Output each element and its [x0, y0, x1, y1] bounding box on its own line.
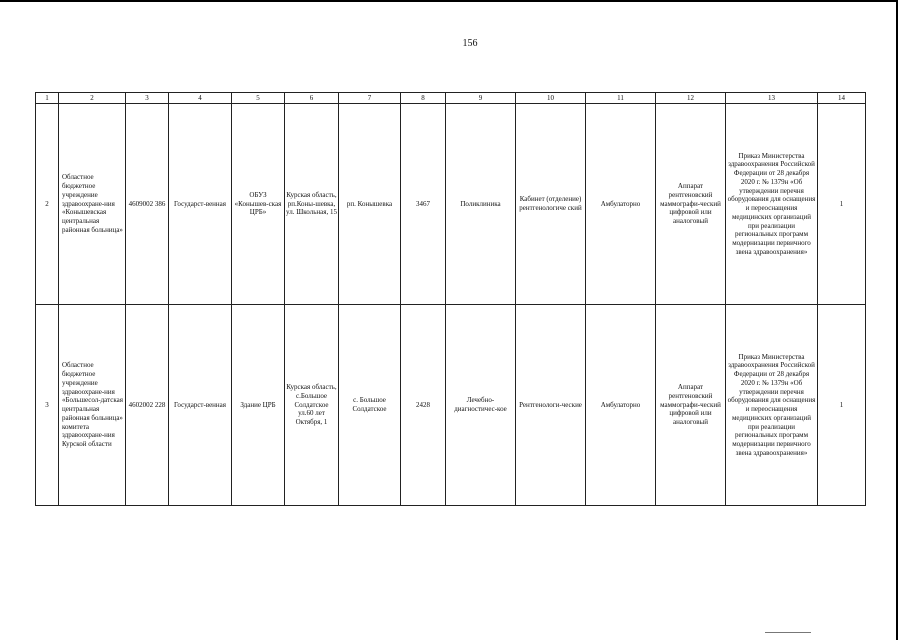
cell-organization: Областное бюджетное учреждение здравоохране-ния «Конышевская центральная районная больница» — [59, 104, 126, 305]
cell-address: Курская область, рп.Коны-шевка, ул. Школьная, 15 — [285, 104, 339, 305]
cell-regulation: Приказ Министерства здравоохранения Российской Федерации от 28 декабря 2020 г. № 1379н «Об утверждении перечня оборудования для оснащения и переоснащения медицинских организаций при реализации региональных программ модернизации первичного звена здравоохранения» — [726, 104, 818, 305]
cell-unit-type: Поликлиника — [446, 104, 516, 305]
cell-unit-type: Лечебно-диагностичес-кое — [446, 305, 516, 506]
cell-department: Кабинет (отделение) рентгенологиче ский — [516, 104, 586, 305]
cell-population: 3467 — [401, 104, 446, 305]
cell-settlement: рп. Конышевка — [339, 104, 401, 305]
page-frame-right — [896, 0, 898, 640]
cell-care-conditions: Амбулаторно — [586, 104, 656, 305]
cell-population: 2428 — [401, 305, 446, 506]
cell-settlement: с. Большое Солдатское — [339, 305, 401, 506]
column-header: 4 — [169, 93, 232, 104]
column-header: 3 — [126, 93, 169, 104]
column-header: 10 — [516, 93, 586, 104]
footer-line — [765, 632, 811, 633]
table-row — [36, 104, 866, 305]
column-header: 9 — [446, 93, 516, 104]
cell-organization: Областное бюджетное учреждение здравоохране-ния «Большесол-датская центральная районная больница» комитета здравоохране-ния Курской области — [59, 305, 126, 506]
column-header: 6 — [285, 93, 339, 104]
cell-equipment: Аппарат рентгеновский маммографи-ческий цифровой или аналоговый — [656, 104, 726, 305]
column-header: 2 — [59, 93, 126, 104]
cell-address: Курская область, с.Большое Солдатское ул.60 лет Октября, 1 — [285, 305, 339, 506]
cell-building: ОБУЗ «Конышев-ская ЦРБ» — [232, 104, 285, 305]
cell-quantity: 1 — [818, 104, 866, 305]
cell-inn: 4609002 386 — [126, 104, 169, 305]
column-header: 13 — [726, 93, 818, 104]
cell-department: Рентгенологи-ческие — [516, 305, 586, 506]
column-header: 1 — [36, 93, 59, 104]
table-row — [36, 305, 866, 506]
cell-ownership: Государст-венная — [169, 305, 232, 506]
header-row — [36, 93, 866, 104]
cell-row-number: 3 — [36, 305, 59, 506]
cell-building: Здание ЦРБ — [232, 305, 285, 506]
cell-row-number: 2 — [36, 104, 59, 305]
cell-quantity: 1 — [818, 305, 866, 506]
cell-regulation: Приказ Министерства здравоохранения Российской Федерации от 28 декабря 2020 г. № 1379н «Об утверждении перечня оборудования для оснащения и переоснащения медицинских организаций при реализации региональных программ модернизации первичного звена здравоохранения» — [726, 305, 818, 506]
page-frame-top — [0, 0, 897, 2]
data-table — [35, 92, 866, 506]
cell-ownership: Государст-венная — [169, 104, 232, 305]
page-number: 156 — [462, 38, 478, 49]
cell-inn: 4602002 228 — [126, 305, 169, 506]
column-header: 11 — [586, 93, 656, 104]
column-header: 5 — [232, 93, 285, 104]
column-header: 12 — [656, 93, 726, 104]
cell-equipment: Аппарат рентгеновский маммографи-ческий цифровой или аналоговый — [656, 305, 726, 506]
column-header: 7 — [339, 93, 401, 104]
cell-care-conditions: Амбулаторно — [586, 305, 656, 506]
column-header: 14 — [818, 93, 866, 104]
column-header: 8 — [401, 93, 446, 104]
